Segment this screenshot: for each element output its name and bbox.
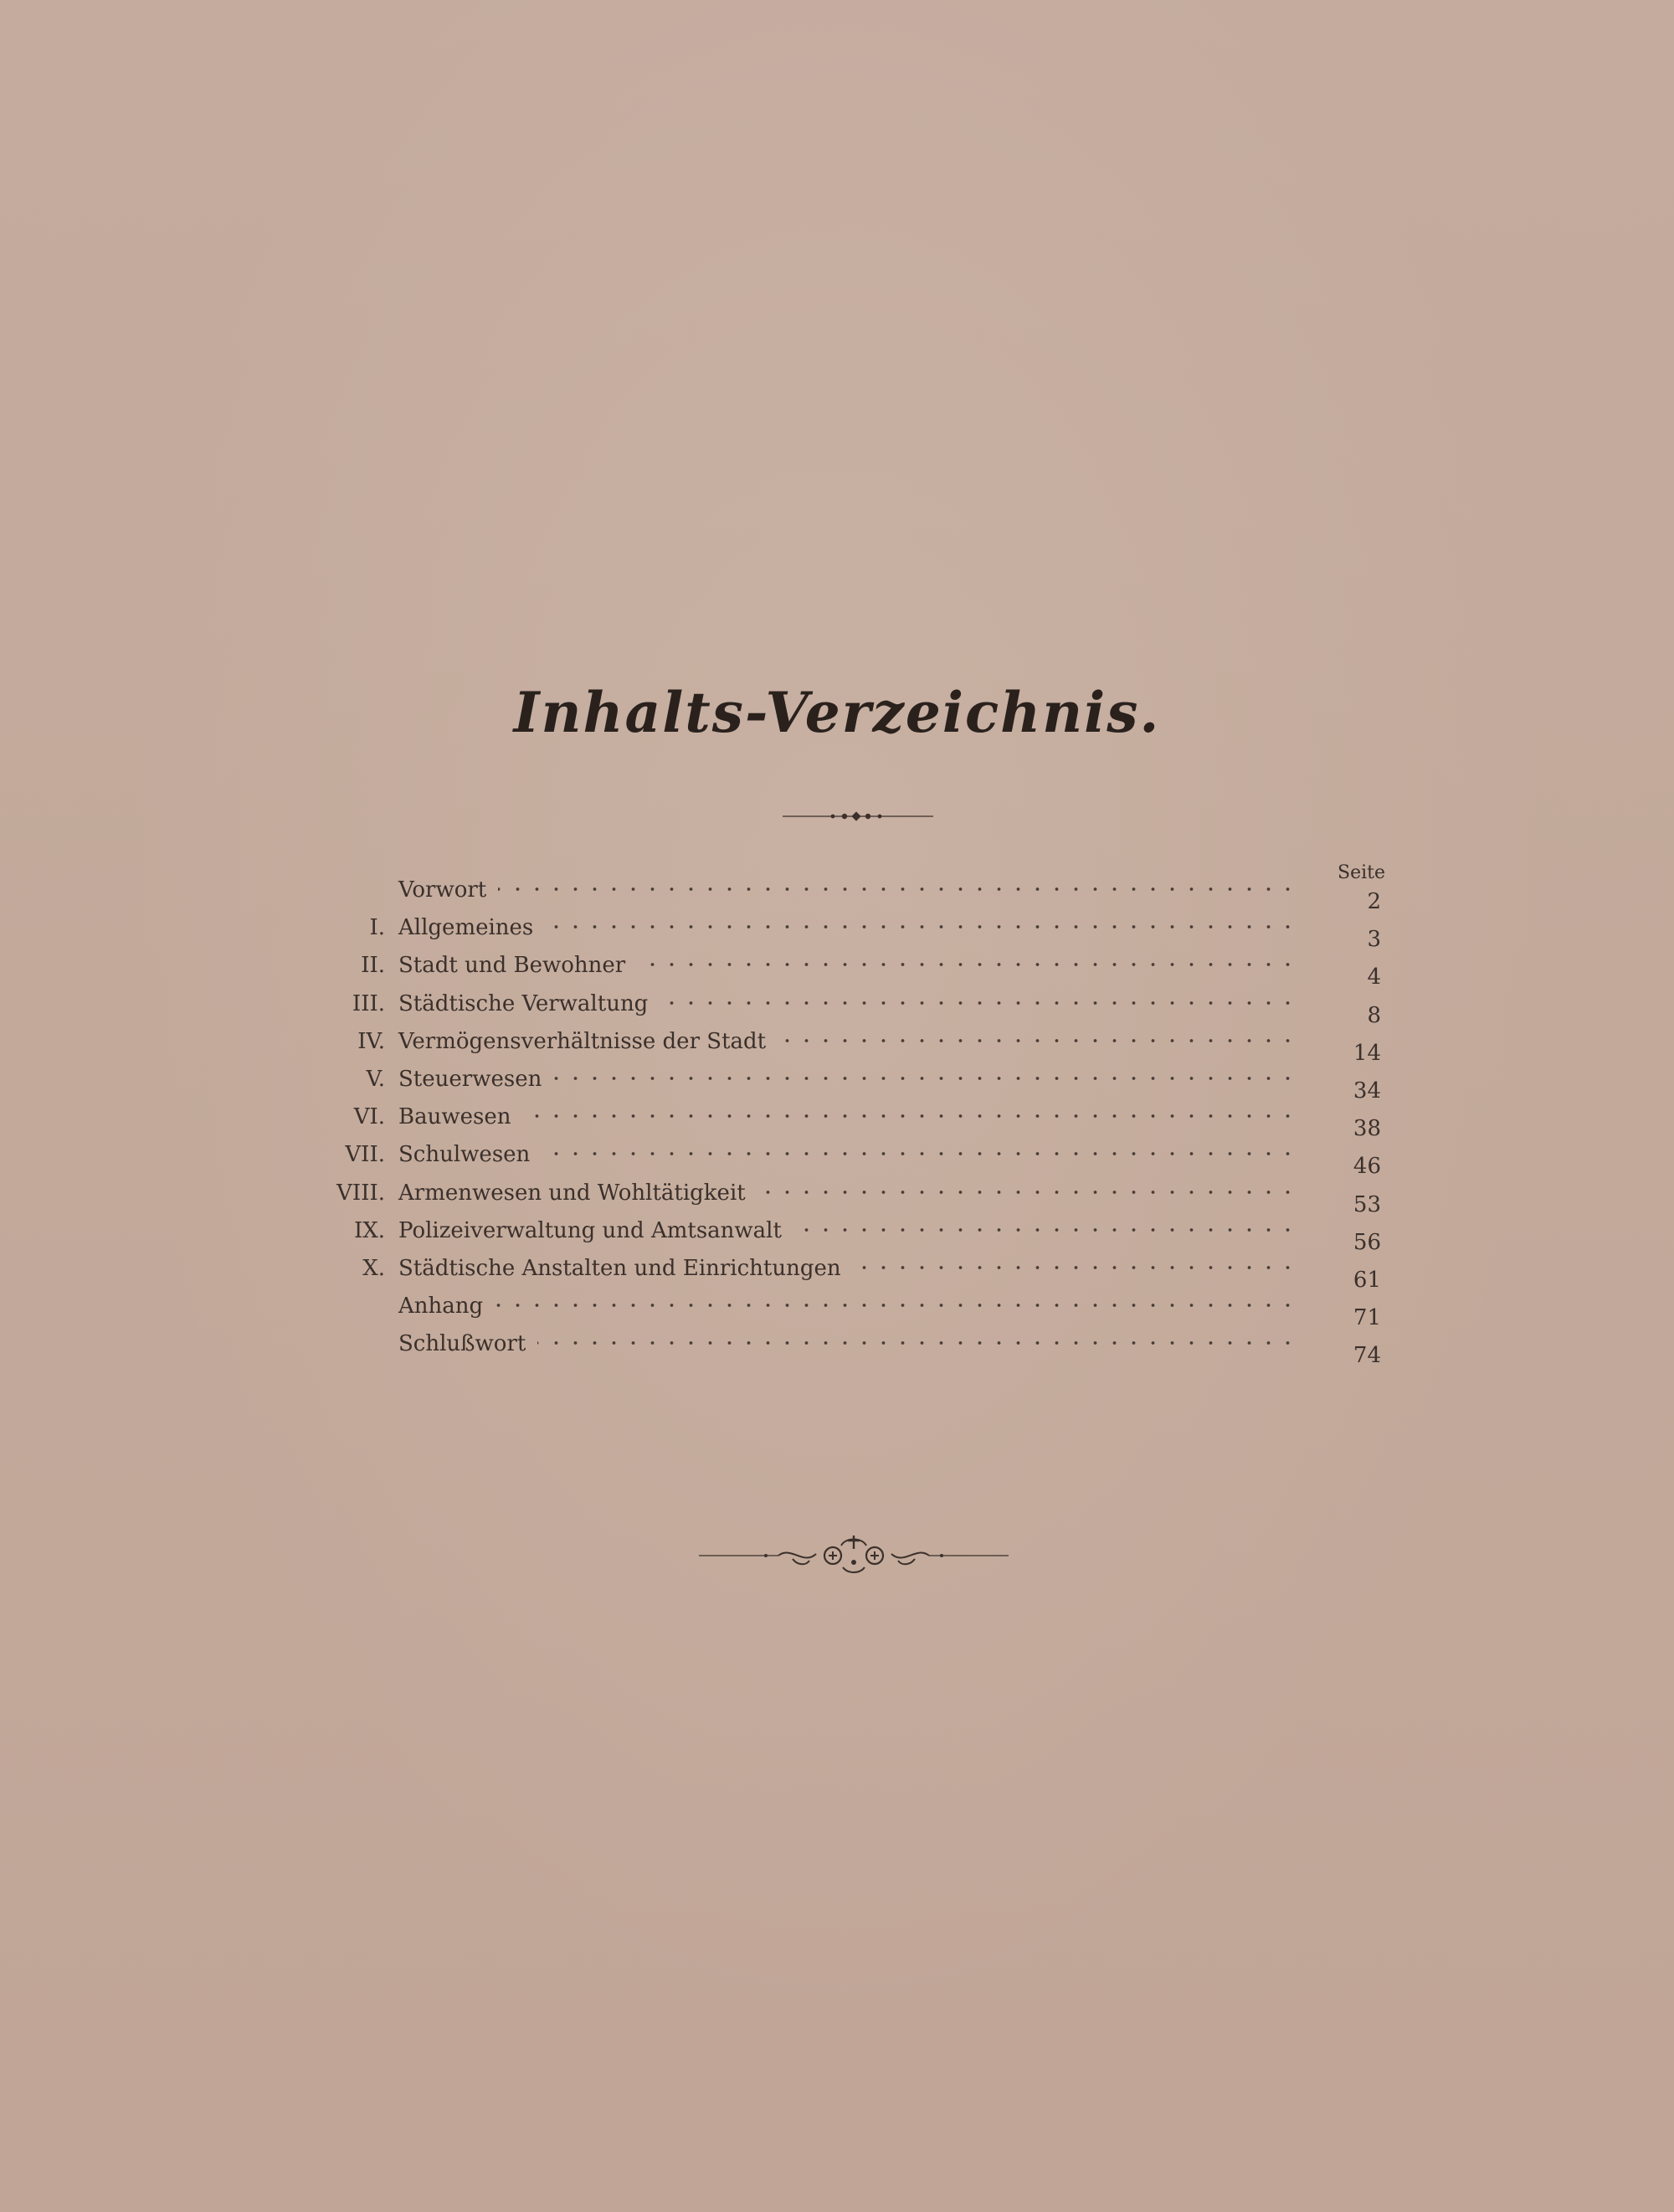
toc-entry-page: 34 — [1353, 1078, 1381, 1103]
toc-entry-leader — [778, 1039, 1297, 1042]
toc-entry — [318, 1063, 1381, 1101]
toc-entry-numeral: VIII. — [336, 1180, 385, 1206]
toc-entry-label: Schlußwort — [398, 1331, 526, 1357]
toc-entry-page: 61 — [1353, 1267, 1381, 1293]
toc-entry-label: Städtische Verwaltung — [398, 990, 649, 1016]
toc-entry-page: 56 — [1353, 1229, 1381, 1255]
toc-entry — [318, 1253, 1381, 1293]
toc-entry-leader — [660, 1001, 1297, 1005]
toc-entry — [318, 949, 1381, 990]
toc-entry-leader — [757, 1191, 1297, 1194]
toc-entry-leader — [853, 1266, 1297, 1269]
toc-entry-page: 38 — [1353, 1116, 1381, 1142]
toc-entry — [318, 912, 1381, 953]
toc-entry-numeral: X. — [362, 1255, 385, 1281]
toc-entry-label: Schulwesen — [398, 1142, 531, 1168]
toc-entry-label: Bauwesen — [398, 1104, 511, 1130]
toc-entry — [318, 1290, 1381, 1331]
toc-entry — [318, 1177, 1381, 1215]
toc-entry-label: Anhang — [398, 1294, 484, 1319]
toc-entry-leader — [537, 1341, 1297, 1345]
toc-entry-label: Städtische Anstalten und Einrichtungen — [398, 1255, 841, 1281]
toc-entry-leader — [637, 963, 1297, 966]
toc-entry-page: 53 — [1353, 1191, 1381, 1217]
toc-entry-numeral: III. — [352, 990, 385, 1016]
toc-entry-page: 46 — [1353, 1154, 1381, 1180]
toc-entry-numeral: V. — [366, 1066, 385, 1092]
toc-entry-label: Stadt und Bewohner — [398, 953, 626, 979]
table-of-contents — [318, 874, 1381, 1369]
toc-entry-label: Vermögensverhältnisse der Stadt — [398, 1028, 767, 1054]
toc-entry — [318, 1328, 1381, 1369]
toc-entry-numeral: IV. — [357, 1028, 385, 1054]
toc-entry-leader — [542, 1152, 1297, 1155]
page-title: Inhalts-Verzeichnis. — [513, 680, 1161, 745]
toc-entry-page: 74 — [1353, 1343, 1381, 1369]
toc-entry-page: 14 — [1353, 1040, 1381, 1066]
toc-entry-numeral: I. — [369, 915, 385, 941]
toc-entry-leader — [495, 1304, 1297, 1307]
toc-entry-numeral: VII. — [345, 1142, 385, 1168]
toc-entry-label: Vorwort — [398, 877, 487, 903]
toc-entry-leader — [498, 887, 1297, 891]
toc-entry-page: 71 — [1353, 1305, 1381, 1331]
toc-entry-numeral: IX. — [353, 1217, 385, 1243]
toc-entry — [318, 1139, 1381, 1180]
toc-entry — [318, 1101, 1381, 1142]
toc-entry-leader — [522, 1114, 1297, 1118]
toc-entry-page: 4 — [1367, 965, 1381, 990]
toc-entry-page: 3 — [1367, 927, 1381, 953]
toc-entry-label: Polizeiverwaltung und Amtsanwalt — [398, 1217, 782, 1243]
toc-entry-leader — [793, 1228, 1297, 1232]
toc-entry — [318, 988, 1381, 1026]
toc-entry-page: 8 — [1367, 1002, 1381, 1028]
toc-entry — [318, 874, 1381, 912]
toc-entry-leader — [545, 925, 1297, 929]
toc-entry-label: Steuerwesen — [398, 1066, 542, 1092]
ornament-top-icon — [783, 809, 933, 824]
toc-entry — [318, 1026, 1381, 1066]
toc-entry-label: Allgemeines — [398, 915, 534, 941]
toc-entry — [318, 1215, 1381, 1253]
toc-entry-numeral: VI. — [353, 1104, 385, 1130]
toc-entry-page: 2 — [1367, 889, 1381, 914]
toc-entry-numeral: II. — [361, 953, 385, 979]
toc-entry-label: Armenwesen und Wohltätigkeit — [398, 1180, 746, 1206]
ornament-bottom-icon — [699, 1529, 1009, 1579]
toc-entry-leader — [553, 1077, 1297, 1080]
seite-column-label: Seite — [1338, 862, 1385, 883]
